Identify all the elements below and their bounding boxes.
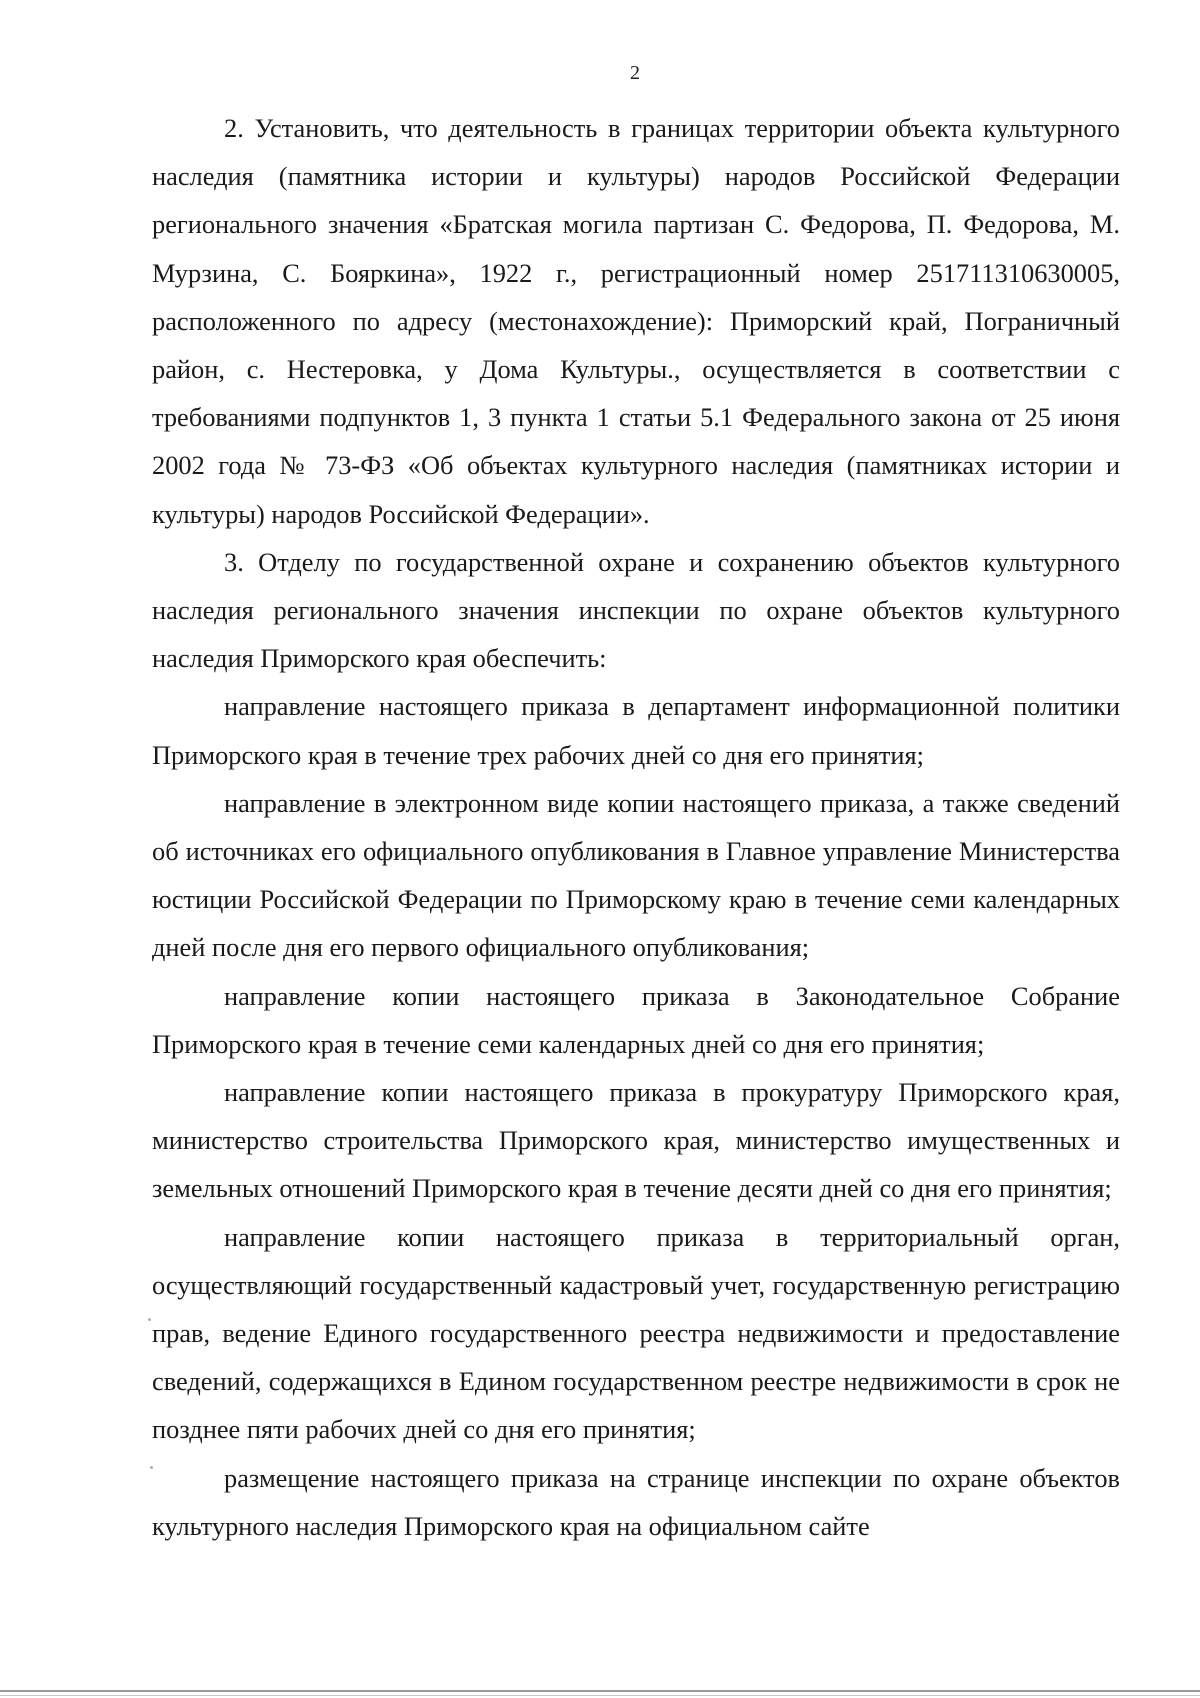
- subparagraph-legislative-assembly: направление копии настоящего приказа в Законодательное Собрание Приморского края в течение семи календарных дней со дня его принятия;: [152, 980, 1120, 1059]
- paragraph-item-3: 3. Отделу по государственной охране и сохранению объектов культурного наследия регионального значения инспекции по охране объектов культурного наследия Приморского края обеспечить:: [152, 546, 1120, 674]
- scan-speck: [150, 1466, 153, 1469]
- page-number: 2: [630, 62, 640, 84]
- document-body: [152, 104, 1120, 1550]
- subparagraph-prosecutor: направление копии настоящего приказа в прокуратуру Приморского края, министерство строительства Приморского края, министерство имущественных и земельных отношений Приморского края в течение десяти дней со дня его принятия;: [152, 1077, 1120, 1204]
- scan-edge-line: [0, 1695, 1200, 1696]
- subparagraph-information-policy: направление настоящего приказа в департамент информационной политики Приморского края в течение трех рабочих дней со дня его принятия;: [152, 691, 1120, 770]
- subparagraph-cadastral-registry: направление копии настоящего приказа в территориальный орган, осуществляющий государственный кадастровый учет, государственную регистрацию прав, ведение Единого государственного реестра недвижимости и предоставление сведений, содержащихся в Едином государственном реестре недвижимости в срок не позднее пяти рабочих дней со дня его принятия;: [152, 1221, 1120, 1445]
- scan-edge-line: [0, 1690, 1200, 1692]
- scan-speck: [148, 1318, 151, 1321]
- subparagraph-ministry-of-justice: направление в электронном виде копии настоящего приказа, а также сведений об источниках его официального опубликования в Главное управление Министерства юстиции Российской Федерации по Приморскому краю в течение семи календарных дней после дня его первого официального опубликования;: [152, 787, 1120, 963]
- subparagraph-website-publication: размещение настоящего приказа на странице инспекции по охране объектов культурного наследия Приморского края на официальном сайте: [152, 1462, 1120, 1541]
- paragraph-item-2: 2. Установить, что деятельность в границах территории объекта культурного наследия (памятника истории и культуры) народов Российской Федерации регионального значения «Братская могила партизан С. Федорова, П. Федорова, М. Мурзина, С. Бояркина», 1922 г., регистрационный номер 251711310630005, расположенного по адресу (местонахождение): Приморский край, Пограничный район, с. Нестеровка, у Дома Культуры., осуществляется в соответствии с требованиями подпунктов 1, 3 пункта 1 статьи 5.1 Федерального закона от 25 июня 2002 года № 73-ФЗ «Об объектах культурного наследия (памятниках истории и культуры) народов Российской Федерации».: [152, 113, 1120, 529]
